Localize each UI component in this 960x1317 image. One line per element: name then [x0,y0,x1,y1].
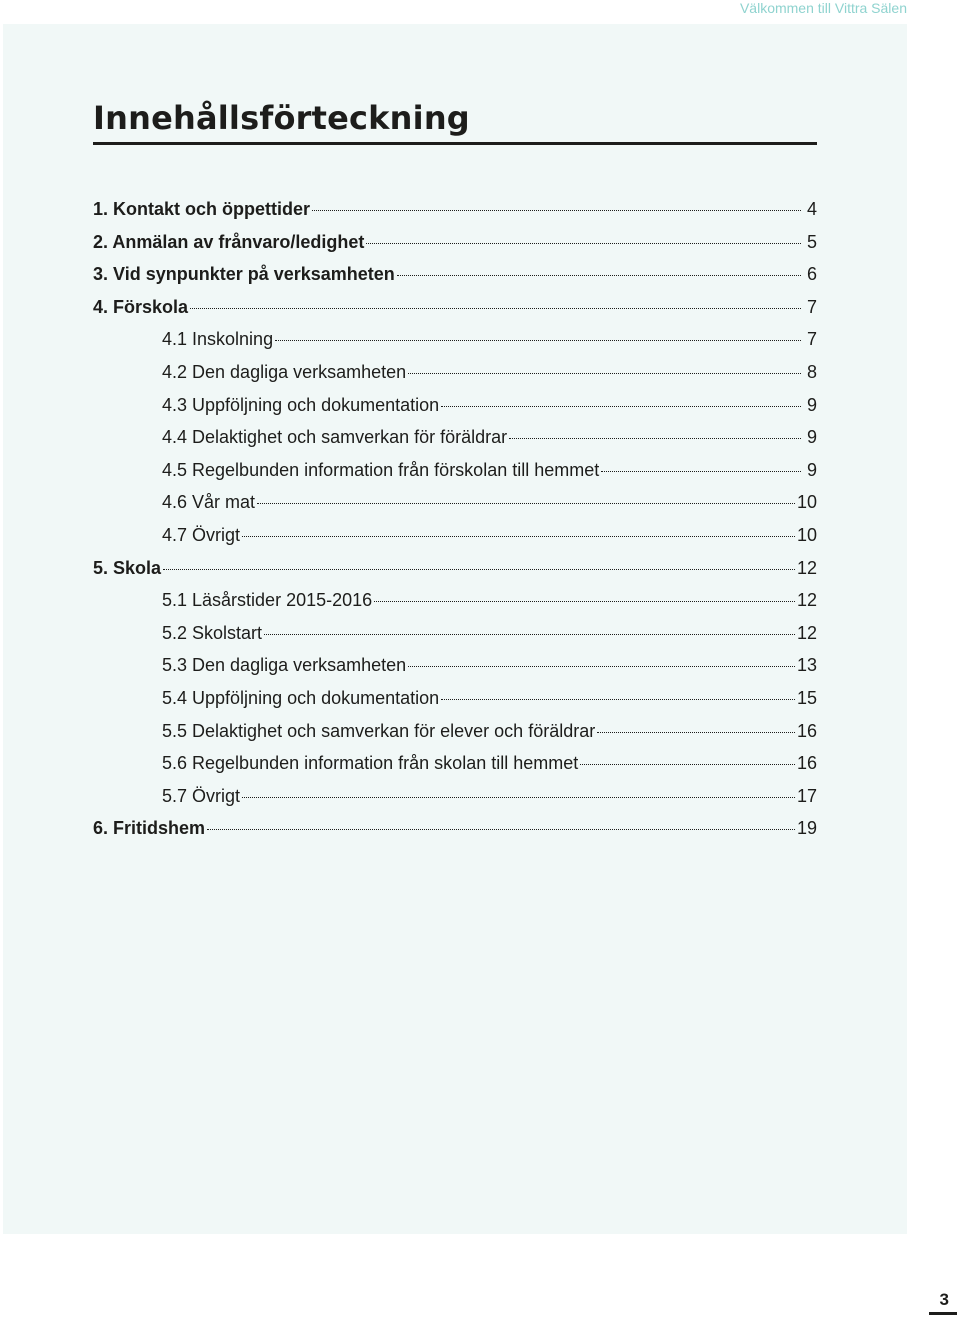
toc-entry-page: 5 [806,231,817,252]
toc-entry-page: 10 [796,492,817,513]
dot-leader [441,699,795,700]
toc-entry-label: 4.6 Vår mat [162,492,256,513]
toc-entry-page: 12 [796,557,817,578]
toc-entry[interactable] [93,715,817,748]
toc-entry-label: 3. Vid synpunkter på verksamheten [93,264,395,285]
dot-leader [163,569,795,570]
toc-entry-label: 6. Fritidshem [93,818,206,839]
toc-entry[interactable] [93,486,817,519]
toc-entry-label: 5.7 Övrigt [162,785,241,806]
toc-entry-page: 12 [796,590,817,611]
toc-entry-page: 17 [796,785,817,806]
page-number: 3 [939,1290,949,1309]
toc-entry-page: 19 [796,818,817,839]
toc-entry[interactable] [93,226,817,259]
dot-leader [441,406,801,407]
toc-entry-label: 4.5 Regelbunden information från förskolan till hemmet [162,459,600,480]
toc-entry-label: 4.4 Delaktighet och samverkan för föräldrar [162,427,508,448]
toc-entry[interactable] [93,356,817,389]
toc-entry-page: 7 [806,296,817,317]
toc-entry-page: 9 [806,394,817,415]
toc-entry-label: 5.2 Skolstart [162,622,263,643]
toc-entry[interactable] [93,747,817,780]
dot-leader [374,601,795,602]
dot-leader [397,275,801,276]
toc-entry-page: 4 [806,199,817,219]
toc-entry-label: 5.5 Delaktighet och samverkan för elever och föräldrar [162,720,596,741]
toc-entry[interactable] [93,389,817,422]
dot-leader [264,634,795,635]
toc-entry[interactable] [93,519,817,552]
title-underline [93,142,817,145]
toc-entry-page: 13 [796,655,817,676]
toc-entry-label: 2. Anmälan av frånvaro/ledighet [93,231,365,252]
dot-leader [190,308,801,309]
dot-leader [312,210,801,211]
toc-entry-page: 16 [796,753,817,774]
toc-entry[interactable] [93,421,817,454]
toc-entry[interactable] [93,780,817,813]
page-number-underline [929,1312,957,1315]
dot-leader [242,797,795,798]
toc-entry-label: 4. Förskola [93,296,189,317]
toc-entry-page: 15 [796,687,817,708]
toc-entry-page: 16 [796,720,817,741]
toc-entry[interactable] [93,552,817,585]
toc-entry-page: 6 [806,264,817,285]
toc-entry-label: 5.4 Uppföljning och dokumentation [162,687,440,708]
toc-entry-label: 1. Kontakt och öppettider [93,199,311,219]
toc-entry[interactable] [93,617,817,650]
toc-entry[interactable] [93,323,817,356]
dot-leader [408,666,795,667]
toc-entry[interactable] [93,291,817,324]
dot-leader [408,373,801,374]
toc-entry[interactable] [93,649,817,682]
dot-leader [207,829,795,830]
toc-entry-label: 5.6 Regelbunden information från skolan till hemmet [162,753,579,774]
toc-entry-label: 4.7 Övrigt [162,524,241,545]
toc-entry-page: 8 [806,361,817,382]
toc-entry-page: 9 [806,459,817,480]
page-title: Innehållsförteckning [93,99,470,137]
toc-entry-label: 4.1 Inskolning [162,329,274,350]
dot-leader [257,503,795,504]
toc-entry-page: 9 [806,427,817,448]
dot-leader [597,732,795,733]
toc-entry-label: 5.3 Den dagliga verksamheten [162,655,407,676]
toc-entry-page: 12 [796,622,817,643]
dot-leader [509,438,801,439]
toc-entry-label: 4.3 Uppföljning och dokumentation [162,394,440,415]
toc-entry-label: 5. Skola [93,557,162,578]
toc-entry[interactable] [93,258,817,291]
toc-entry-label: 4.2 Den dagliga verksamheten [162,361,407,382]
dot-leader [275,340,801,341]
dot-leader [366,243,801,244]
dot-leader [242,536,795,537]
toc-entry[interactable] [93,812,817,845]
dot-leader [580,764,795,765]
dot-leader [601,471,801,472]
toc-entry-page: 10 [796,524,817,545]
toc-entry[interactable] [93,454,817,487]
toc-entry[interactable] [93,193,817,226]
table-of-contents [93,193,817,845]
toc-entry[interactable] [93,584,817,617]
running-header: Välkommen till Vittra Sälen [739,0,907,16]
toc-entry-page: 7 [806,329,817,350]
toc-entry-label: 5.1 Läsårstider 2015-2016 [162,590,373,611]
toc-entry[interactable] [93,682,817,715]
